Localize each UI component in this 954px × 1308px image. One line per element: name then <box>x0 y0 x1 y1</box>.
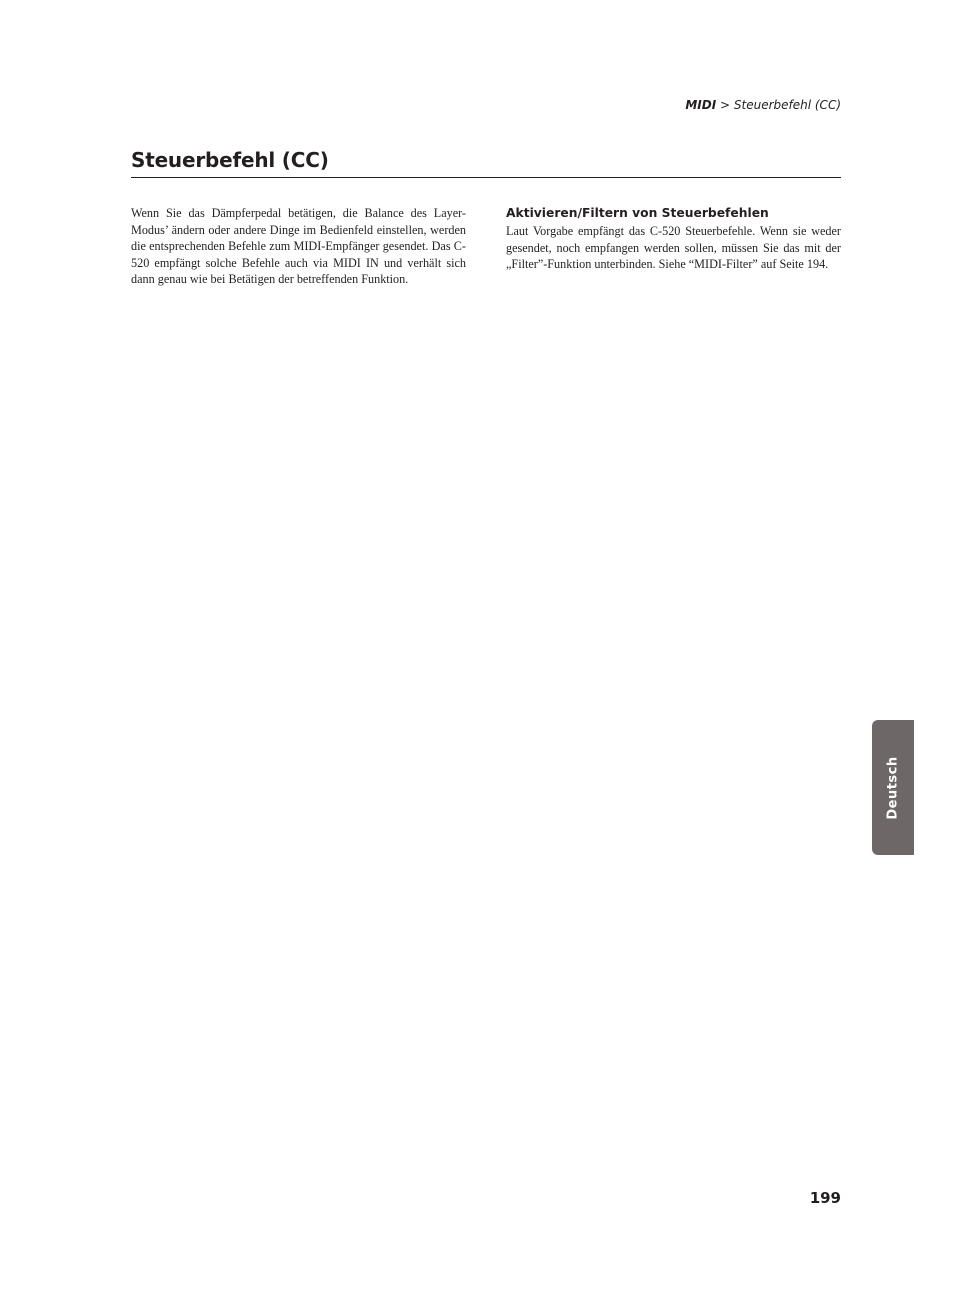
running-header-separator: > <box>716 98 734 112</box>
right-column-paragraph: Laut Vorgabe empfängt das C-520 Steuerbefehle. Wenn sie weder gesendet, noch empfangen werden sollen, müssen Sie das mit der „Filter”-Funktion unterbinden. Siehe “MIDI-Filter” auf Seite 194. <box>506 224 841 271</box>
language-tab-label: Deutsch <box>885 755 901 820</box>
left-column <box>131 205 466 288</box>
left-column-paragraph: Wenn Sie das Dämpferpedal betätigen, die Balance des Layer-Modus’ ändern oder andere Dinge im Bedienfeld einstellen, werden die entsprechenden Befehle zum MIDI-Empfänger gesendet. Das C-520 empfängt solche Befehle auch via MIDI IN und verhält sich dann genau wie bei Betätigen der betreffenden Funktion. <box>131 206 466 286</box>
running-header-title: Steuerbefehl (CC) <box>733 98 841 112</box>
language-tab <box>872 720 914 855</box>
running-header <box>685 97 841 113</box>
running-header-section: MIDI <box>685 98 717 112</box>
title-divider <box>131 177 841 178</box>
right-column <box>506 204 841 273</box>
page-title: Steuerbefehl (CC) <box>131 148 329 172</box>
section-heading: Aktivieren/Filtern von Steuerbefehlen <box>506 206 769 220</box>
page-number: 199 <box>809 1189 841 1207</box>
